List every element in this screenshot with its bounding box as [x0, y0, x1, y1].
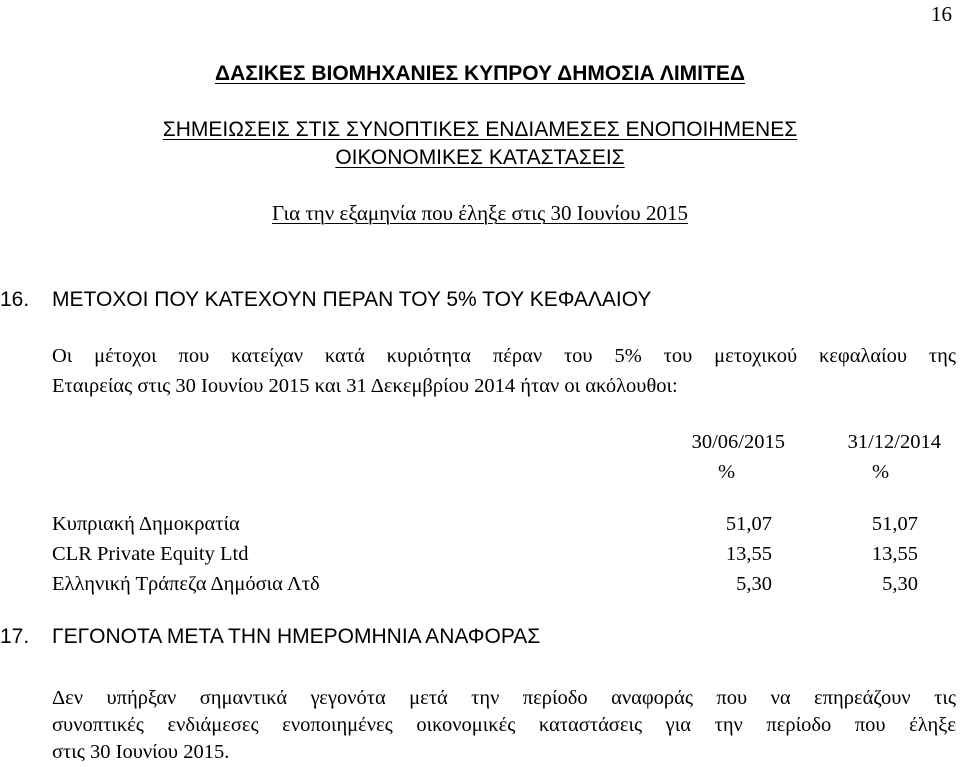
company-title: ΔΑΣΙΚΕΣ ΒΙΟΜΗΧΑΝΙΕΣ ΚΥΠΡΟΥ ΔΗΜΟΣΙΑ ΛΙΜΙΤΕΔ: [215, 62, 745, 85]
report-title-line1: ΣΗΜΕΙΩΣΕΙΣ ΣΤΙΣ ΣΥΝΟΠΤΙΚΕΣ ΕΝΔΙΑΜΕΣΕΣ ΕΝΟΠΟΙΗΜΕΝΕΣ: [162, 118, 798, 141]
column-header-date-1: 30/06/2015: [691, 431, 785, 453]
section-16-number: 16.: [0, 288, 30, 311]
shareholder-value-2014: 5,30: [882, 573, 918, 595]
section-16-intro-line2: Εταιρείας στις 30 Ιουνίου 2015 και 31 Δεκεμβρίου 2014 ήταν οι ακόλουθοι:: [52, 375, 678, 397]
section-17-body-line3: στις 30 Ιουνίου 2015.: [52, 741, 230, 763]
shareholder-name: Κυπριακή Δημοκρατία: [52, 513, 240, 535]
section-17-number: 17.: [0, 625, 30, 648]
section-16-heading: ΜΕΤΟΧΟΙ ΠΟΥ ΚΑΤΕΧΟΥΝ ΠΕΡΑΝ ΤΟΥ 5% ΤΟΥ ΚΕΦΑΛΑΙΟΥ: [52, 288, 652, 311]
shareholder-value-2015: 5,30: [736, 573, 772, 595]
section-17-body-line2: συνοπτικές ενδιάμεσες ενοποιημένες οικονομικές καταστάσεις για την περίοδο που έληξε: [52, 714, 956, 736]
column-header-date-2: 31/12/2014: [847, 431, 941, 453]
column-header-unit-1: %: [718, 461, 736, 483]
shareholder-value-2015: 13,55: [725, 543, 772, 565]
shareholder-value-2014: 13,55: [871, 543, 918, 565]
shareholder-value-2014: 51,07: [871, 513, 918, 535]
column-header-unit-2: %: [872, 461, 890, 483]
section-16-intro-line1: Οι μέτοχοι που κατείχαν κατά κυριότητα πέραν του 5% του μετοχικού κεφαλαίου της: [52, 345, 956, 367]
report-title-line2: ΟΙΚΟΝΟΜΙΚΕΣ ΚΑΤΑΣΤΑΣΕΙΣ: [335, 146, 625, 169]
shareholder-name: CLR Private Equity Ltd: [52, 543, 249, 565]
shareholder-name: Ελληνική Τράπεζα Δημόσια Λτδ: [52, 573, 320, 595]
period-subtitle: Για την εξαμηνία που έληξε στις 30 Ιουνίου 2015: [272, 201, 688, 225]
shareholder-value-2015: 51,07: [725, 513, 772, 535]
section-17-body-line1: Δεν υπήρξαν σημαντικά γεγονότα μετά την περίοδο αναφοράς που να επηρεάζουν τις: [52, 687, 956, 709]
section-17-heading: ΓΕΓΟΝΟΤΑ ΜΕΤΑ ΤΗΝ ΗΜΕΡΟΜΗΝΙΑ ΑΝΑΦΟΡΑΣ: [52, 625, 541, 648]
page-number: 16: [931, 2, 952, 26]
